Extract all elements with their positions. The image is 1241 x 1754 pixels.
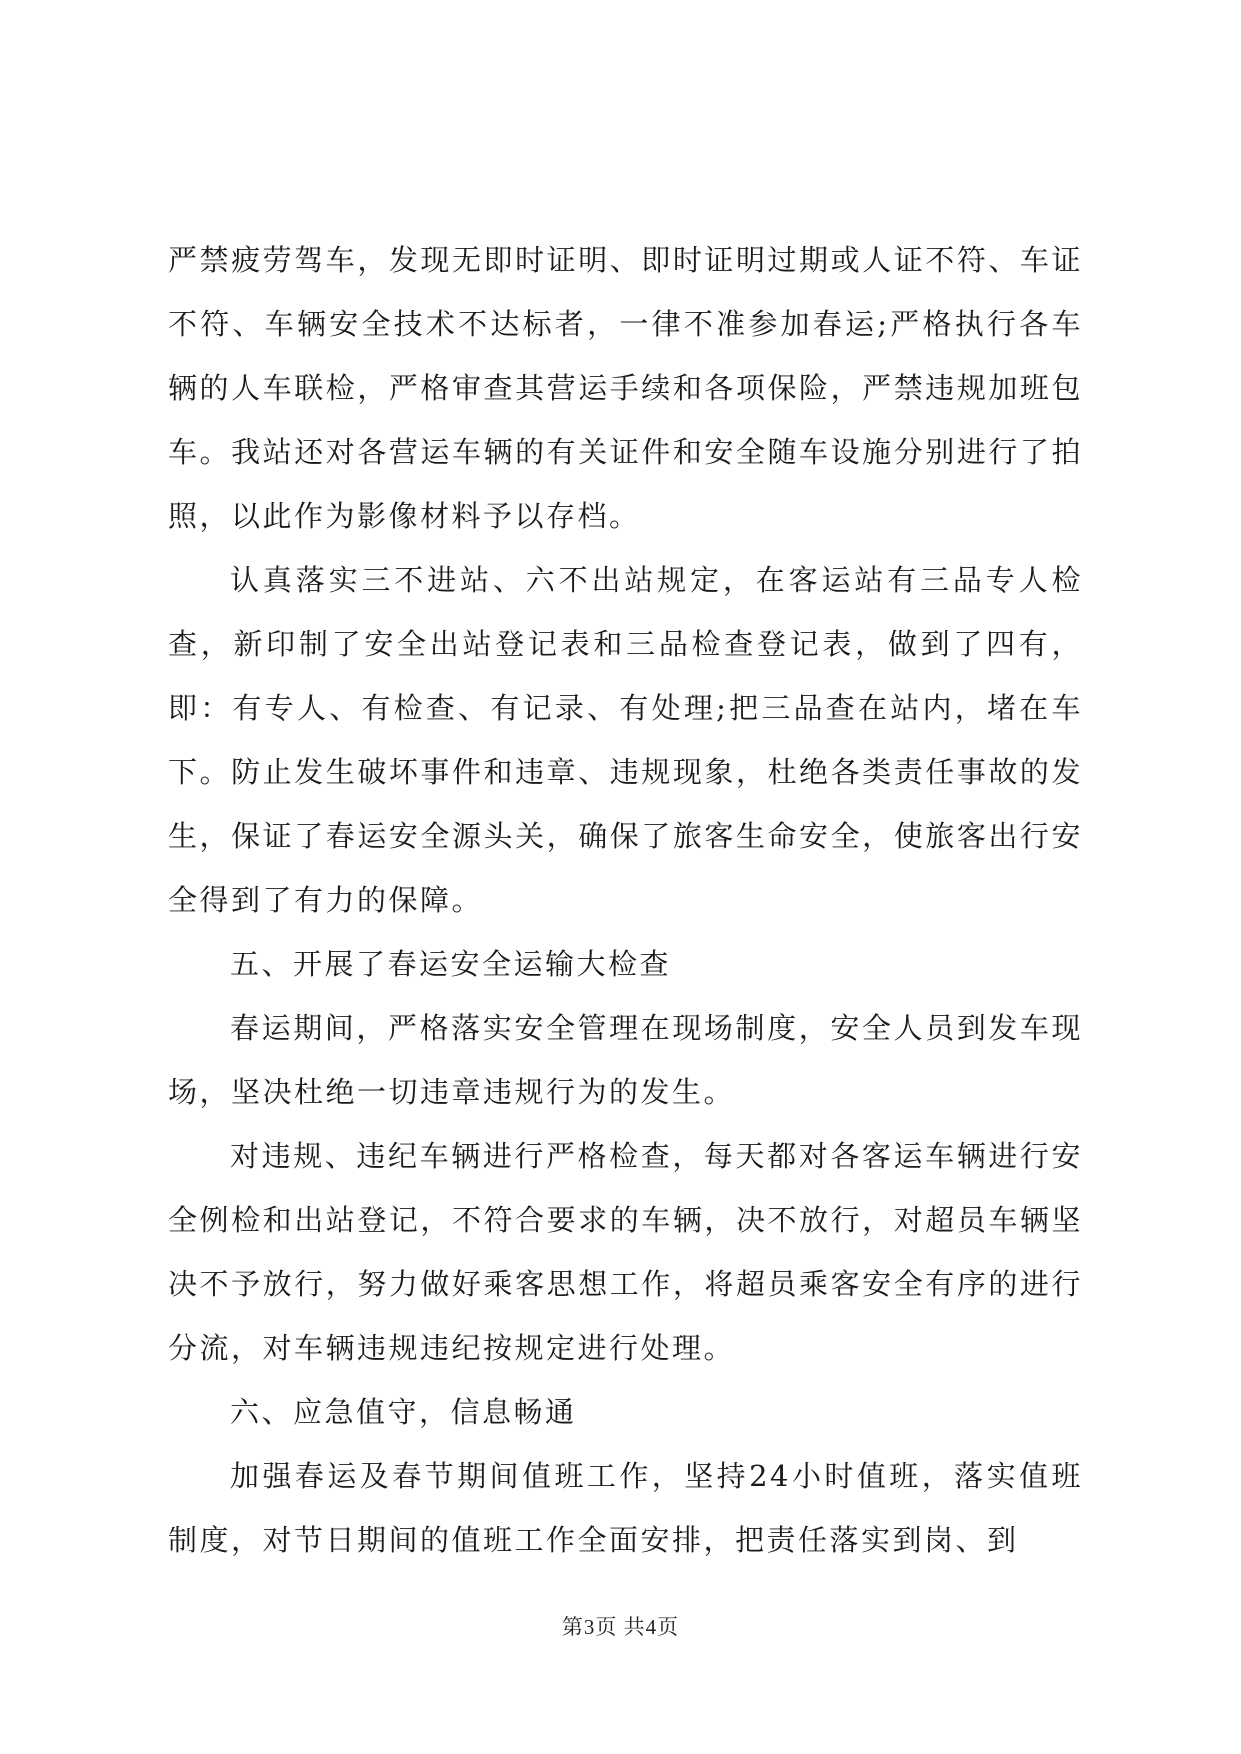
paragraph-station-rules: 认真落实三不进站、六不出站规定，在客运站有三品专人检查，新印制了安全出站登记表和三品检查登记表，做到了四有，即：有专人、有检查、有记录、有处理;把三品查在站内，堵在车下。防止发生破坏事件和违章、违规现象，杜绝各类责任事故的发生，保证了春运安全源头关，确保了旅客生命安全，使旅客出行安全得到了有力的保障。 xyxy=(168,563,1083,917)
paragraph-violation-checks: 对违规、违纪车辆进行严格检查，每天都对各客运车辆进行安全例检和出站登记，不符合要求的车辆，决不放行，对超员车辆坚决不予放行，努力做好乘客思想工作，将超员乘客安全有序的进行分流，对车辆违规违纪按规定进行处理。 xyxy=(168,1139,1083,1365)
section-heading-inspection: 五、开展了春运安全运输大检查 xyxy=(230,947,672,981)
document-body xyxy=(168,228,1083,1572)
paragraph-vehicle-checks: 严禁疲劳驾车，发现无即时证明、即时证明过期或人证不符、车证不符、车辆安全技术不达标者，一律不准参加春运;严格执行各车辆的人车联检，严格审查其营运手续和各项保险，严禁违规加班包车。我站还对各营运车辆的有关证件和安全随车设施分别进行了拍照，以此作为影像材料予以存档。 xyxy=(168,243,1083,533)
paragraph-onsite-management: 春运期间，严格落实安全管理在现场制度，安全人员到发车现场，坚决杜绝一切违章违规行为的发生。 xyxy=(168,1011,1083,1109)
paragraph-duty-schedule: 加强春运及春节期间值班工作，坚持24小时值班，落实值班制度，对节日期间的值班工作全面安排，把责任落实到岗、到 xyxy=(168,1459,1083,1557)
section-heading-emergency-duty: 六、应急值守，信息畅通 xyxy=(230,1395,577,1429)
page-number-footer: 第3页 共4页 xyxy=(561,1615,680,1639)
